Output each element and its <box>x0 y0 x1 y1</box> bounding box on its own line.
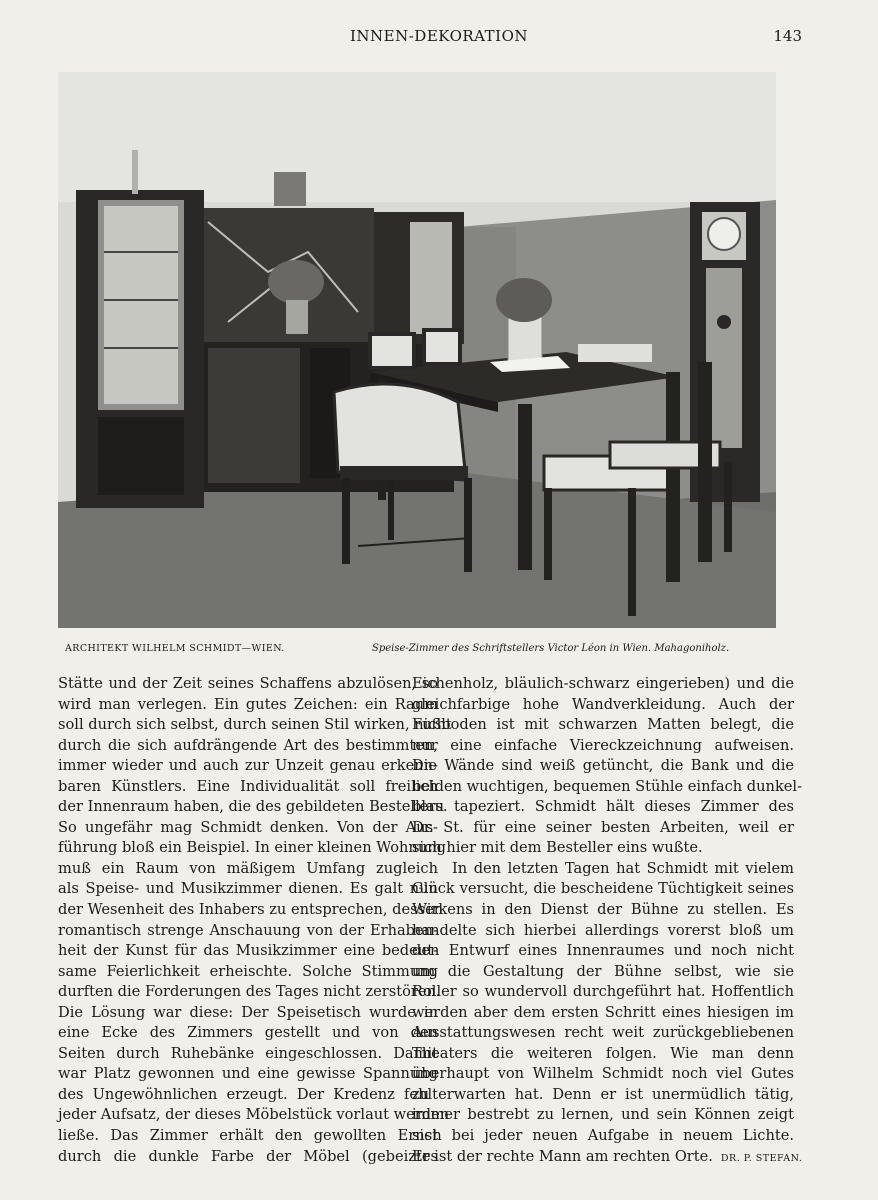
text-line: durch die dunkle Farbe der Möbel (gebeiztes <box>58 1147 438 1165</box>
text-line: eine Ecke des Zimmers gestellt und von den <box>58 1024 438 1042</box>
text-line: jeder Aufsatz, der dieses Möbelstück vorlaut werden <box>58 1106 450 1124</box>
text-line: führung bloß ein Beispiel. In einer kleinen Wohnung <box>58 839 446 857</box>
text-column-left <box>58 674 452 1167</box>
text-line: Theaters die weiteren folgen. Wie man denn <box>412 1044 794 1062</box>
text-line: Wirkens in den Dienst der Bühne zu stellen. Es <box>412 901 794 919</box>
text-line: als Speise- und Musikzimmer dienen. Es galt nun <box>58 880 438 898</box>
caption-architect: ARCHITEKT WILHELM SCHMIDT—WIEN. <box>65 643 285 654</box>
figure-caption <box>0 643 878 659</box>
text-line: blau tapeziert. Schmidt hält dieses Zimmer des <box>412 798 794 816</box>
dining-room-photo <box>58 72 776 628</box>
running-title: INNEN-DEKORATION <box>349 27 529 45</box>
closing-line <box>412 1147 803 1168</box>
text-line: Eichenholz, bläulich-schwarz eingerieben) und die <box>412 675 794 692</box>
text-line: baren Künstlers. Eine Individualität soll freilich <box>58 777 438 795</box>
text-line: same Feierlichkeit erheischte. Solche Stimmung <box>58 962 438 980</box>
text-line: Dr. St. für eine seiner besten Arbeiten, weil er <box>412 818 794 836</box>
text-line: Stätte und der Zeit seines Schaffens abzulösen, so <box>58 675 438 692</box>
text-line: durch die sich aufdrängende Art des bestimmten, <box>58 736 438 754</box>
text-column-right <box>412 674 803 1167</box>
text-line: um die Gestaltung der Bühne selbst, wie sie <box>412 962 794 980</box>
text-line: Die Lösung war diese: Der Speisetisch wurde in <box>58 1003 438 1021</box>
text-line: nur eine einfache Viereckzeichnung aufweisen. <box>412 736 794 754</box>
text-line: der Wesenheit des Inhabers zu entsprechen, dessen <box>58 901 444 919</box>
text-line: Er ist der rechte Mann am rechten Orte. <box>412 1147 713 1165</box>
text-line: immer bestrebt zu lernen, und sein Können zeigt <box>412 1106 794 1124</box>
text-line: handelte sich hierbei allerdings vorerst bloß um <box>412 921 794 939</box>
text-line: war Platz gewonnen und eine gewisse Spannung <box>58 1065 438 1083</box>
text-line: Ausstattungswesen recht weit zurückgebliebenen <box>412 1024 794 1042</box>
text-line: heit der Kunst für das Musikzimmer eine bedeut- <box>58 942 438 960</box>
text-line: muß ein Raum von mäßigem Umfang zugleich <box>58 859 438 877</box>
text-line: Roller so wundervoll durchgeführt hat. Hoffentlich <box>412 983 794 1001</box>
text-line: sich hier mit dem Besteller eins wußte. <box>412 839 703 857</box>
author-signature: DR. P. STEFAN. <box>720 1152 803 1164</box>
page-number: 143 <box>773 27 802 45</box>
text-line: der Innenraum haben, die des gebildeten Bestellers. <box>58 798 448 816</box>
text-line: werden aber dem ersten Schritt eines hiesigen im <box>412 1003 794 1021</box>
text-line: den Entwurf eines Innenraumes und noch nicht <box>412 942 794 960</box>
text-line: des Ungewöhnlichen erzeugt. Der Kredenz fehlt <box>58 1085 438 1103</box>
text-line: Die Wände sind weiß getüncht, die Bank und die <box>412 757 794 775</box>
text-line: sich bei jeder neuen Aufgabe in neuem Lichte. <box>412 1127 794 1145</box>
text-line: soll durch sich selbst, durch seinen Stil wirken, nicht <box>58 716 452 734</box>
text-line: durften die Forderungen des Tages nicht zerstören. <box>58 983 441 1001</box>
text-line: immer wieder und auch zur Unzeit genau erkenn- <box>58 757 438 775</box>
text-line: beiden wuchtigen, bequemen Stühle einfach dunkel- <box>412 777 803 795</box>
text-line: Seiten durch Ruhebänke eingeschlossen. Damit <box>58 1044 438 1062</box>
text-line: wird man verlegen. Ein gutes Zeichen: ein Raum <box>58 695 438 713</box>
text-line: ließe. Das Zimmer erhält den gewollten Ernst <box>58 1127 438 1145</box>
text-line: überhaupt von Wilhelm Schmidt noch viel Gutes <box>412 1065 794 1083</box>
text-line: zu erwarten hat. Denn er ist unermüdlich tätig, <box>412 1085 794 1103</box>
caption-title: Speise-Zimmer des Schriftstellers Victor Léon in Wien. Mahagoniholz. <box>372 643 730 654</box>
text-line: In den letzten Tagen hat Schmidt mit vielem <box>452 859 794 877</box>
text-line: romantisch strenge Anschauung von der Erhaben- <box>58 921 438 939</box>
text-line: So ungefähr mag Schmidt denken. Von der Aus- <box>58 818 438 836</box>
text-line: Glück versucht, die bescheidene Tüchtigkeit seines <box>412 880 794 898</box>
running-head <box>0 27 878 49</box>
text-line: Fußboden ist mit schwarzen Matten belegt, die <box>412 716 794 734</box>
text-line: gleichfarbige hohe Wandverkleidung. Auch der <box>412 695 794 713</box>
